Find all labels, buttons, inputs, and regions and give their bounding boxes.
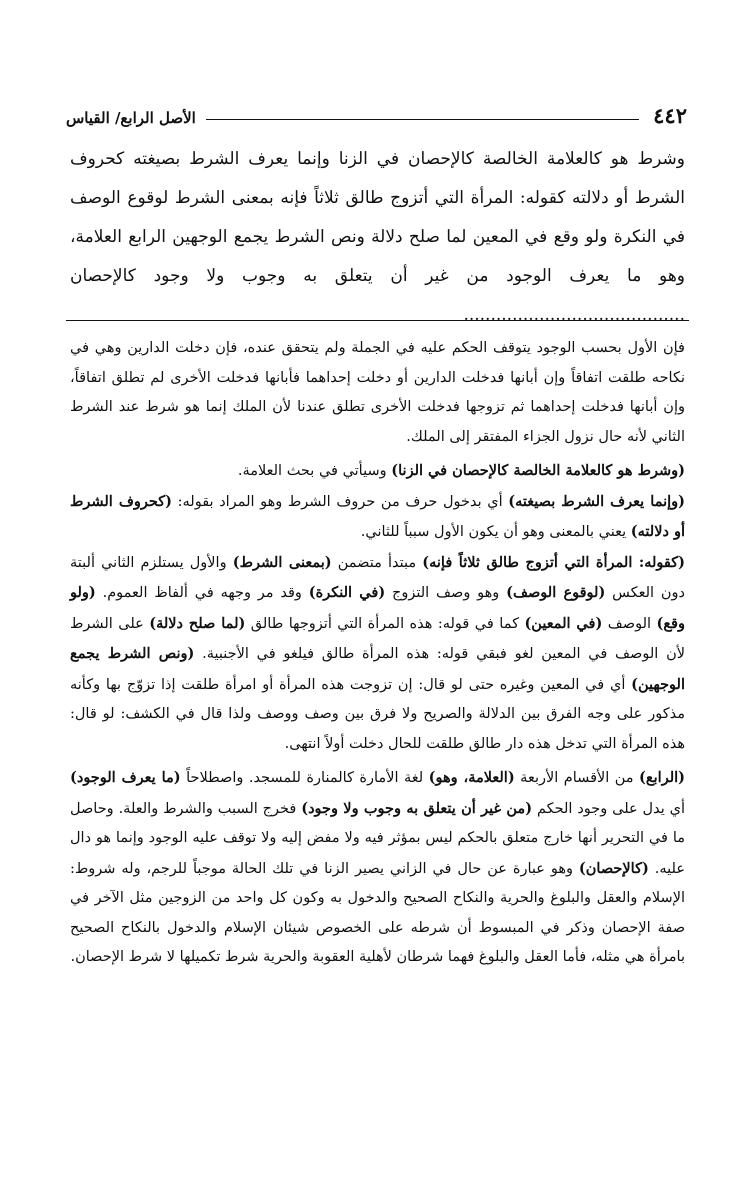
quoted-matn: (في المعين)	[524, 614, 603, 632]
commentary-text: وقد مر وجهه في ألفاظ العموم.	[95, 585, 309, 601]
running-title: الأصل الرابع/ القياس	[66, 109, 196, 127]
quoted-matn: (كقوله: المرأة التي أتزوج طالق ثلاثاً فإنه)	[422, 553, 686, 571]
commentary-text: أي بدخول حرف من حروف الشرط وهو المراد بقوله:	[172, 493, 509, 510]
commentary-paragraph-3	[70, 487, 685, 548]
main-text-body: وشرط هو كالعلامة الخالصة كالإحصان في الزنا وإنما يعرف الشرط بصيغته كحروف الشرط أو دلالته كقوله: المرأة التي أتزوج طالق ثلاثاً فإنه بمعنى الشرط لوقوع الوصف في النكرة ولو وقع في المعين لما صلح دلالة ونص الشرط يجمع الوجهين الرابع العلامة، وهو ما يعرف الوجود من غير أن يتعلق به وجوب ولا وجود كالإحصان	[70, 149, 685, 286]
commentary-text: من الأقسام الأربعة	[514, 770, 640, 786]
main-paragraph	[70, 140, 685, 335]
quoted-matn: (وشرط هو كالعلامة الخالصة كالإحصان في الزنا)	[391, 462, 685, 479]
page-number: ٤٤٢	[653, 103, 687, 128]
main-text	[70, 140, 685, 335]
footnote-separator	[66, 320, 689, 321]
quoted-matn: (لوقوع الوصف)	[506, 584, 606, 601]
page-header	[66, 96, 687, 126]
commentary-text: على الشرط لأن الوصف في المعين لغو فبقي قوله: هذه المرأة طالق فيلغو في الأجنبية.	[70, 615, 685, 662]
quoted-matn: (من غير أن يتعلق به وجوب ولا وجود)	[301, 799, 533, 817]
commentary-text: وهو عبارة عن حال في الزاني يصير الزنا في تلك الحالة موجباً للرجم، وله شروط: الإسلام والعقل والبلوغ والحرية والنكاح الصحيح والدخول به وكون كل واحد من الزوجين مثل الآخر في صفة الإحصان وذكر في المبسوط أن شرطه على الخصوص شيئان الإسلام والدخول بالنكاح الصحيح بامرأة هي مثله، فأما العقل والبلوغ فهما شرطان لأهلية العقوبة والحرية شرط تكميلها لا شرط الإحصان.	[70, 860, 686, 965]
main-text-dots: .........................................	[463, 305, 685, 325]
quoted-matn: (لما صلح دلالة)	[149, 614, 246, 632]
commentary-paragraph-4	[70, 548, 685, 760]
commentary-text: الوصف	[602, 615, 657, 632]
commentary-text: وسيأتي في بحث العلامة.	[237, 463, 392, 479]
commentary	[70, 334, 685, 973]
quoted-matn: (ولو وقع)	[70, 584, 685, 632]
quoted-matn: (وإنما يعرف الشرط بصيغته)	[508, 492, 686, 510]
quoted-matn: (الرابع)	[639, 769, 685, 786]
quoted-matn: (العلامة، وهو)	[428, 769, 515, 786]
commentary-text: والأول يستلزم الثاني ألبتة دون العكس	[70, 554, 686, 601]
commentary-text: فإن الأول بحسب الوجود يتوقف الحكم عليه في الجملة ولم يتحقق عنده، فإن دخلت الدارين وهي في نكاحه طلقت اتفاقاً وإن أبانها فدخلت الدارين أو دخلت إحداهما فأبانها فدخلت الأخرى لم تطلق اتفاقاً، وإن أبانها فدخلت إحداهما ثم تزوجها فدخلت الأخرى تطلق عندنا لأن الملك إنما هو شرط عند الشرط الثاني لأنه حال نزول الجزاء المفتقر إلى الملك.	[70, 340, 685, 445]
quoted-matn: (ما يعرف الوجود)	[70, 769, 181, 786]
commentary-text: يعني بالمعنى وهو أن يكون الأول سبباً للثاني.	[360, 524, 631, 540]
commentary-text: وهو وصف التزوج	[385, 585, 507, 601]
quoted-matn: (في النكرة)	[308, 584, 386, 601]
header-rule	[206, 119, 639, 120]
commentary-text: فخرج السبب والشرط والعلة. وحاصل ما في التحرير أنها خارج متعلق بالحكم ليس بمؤثر فيه ولا مفض إليه ولا توقف عليه الوجود وإنما هو دال عليه.	[70, 800, 685, 877]
commentary-text: أي يدل على وجود الحكم	[532, 800, 686, 817]
quoted-matn: (بمعنى الشرط)	[232, 553, 332, 571]
quoted-matn: (كالإحصان)	[578, 859, 649, 877]
commentary-text: أي في المعين وغيره حتى لو قال: إن تزوجت هذه المرأة أو امرأة طلقت إذا تزوّج بها وكأنه مذكور على وجه الفرق بين الدلالة والصريح ولا فرق بين وصف ووصف ولذا قال في الكشف: لو قال: هذه المرأة التي تدخل هذه دار طالق طلقت للحال دخلت أولاً انتهى.	[70, 676, 685, 752]
commentary-paragraph-2	[70, 456, 685, 487]
commentary-paragraph-1	[70, 334, 685, 452]
commentary-text: كما في قوله: هذه المرأة التي أتزوجها طالق	[245, 615, 525, 632]
commentary-text: لغة الأمارة كالمنارة للمسجد. واصطلاحاً	[180, 770, 429, 786]
commentary-paragraph-5	[70, 763, 685, 973]
quoted-matn: (كحروف الشرط أو دلالته)	[70, 492, 685, 540]
commentary-text: مبتدأ متضمن	[331, 554, 423, 571]
quoted-matn: (ونص الشرط يجمع الوجهين)	[70, 645, 685, 693]
